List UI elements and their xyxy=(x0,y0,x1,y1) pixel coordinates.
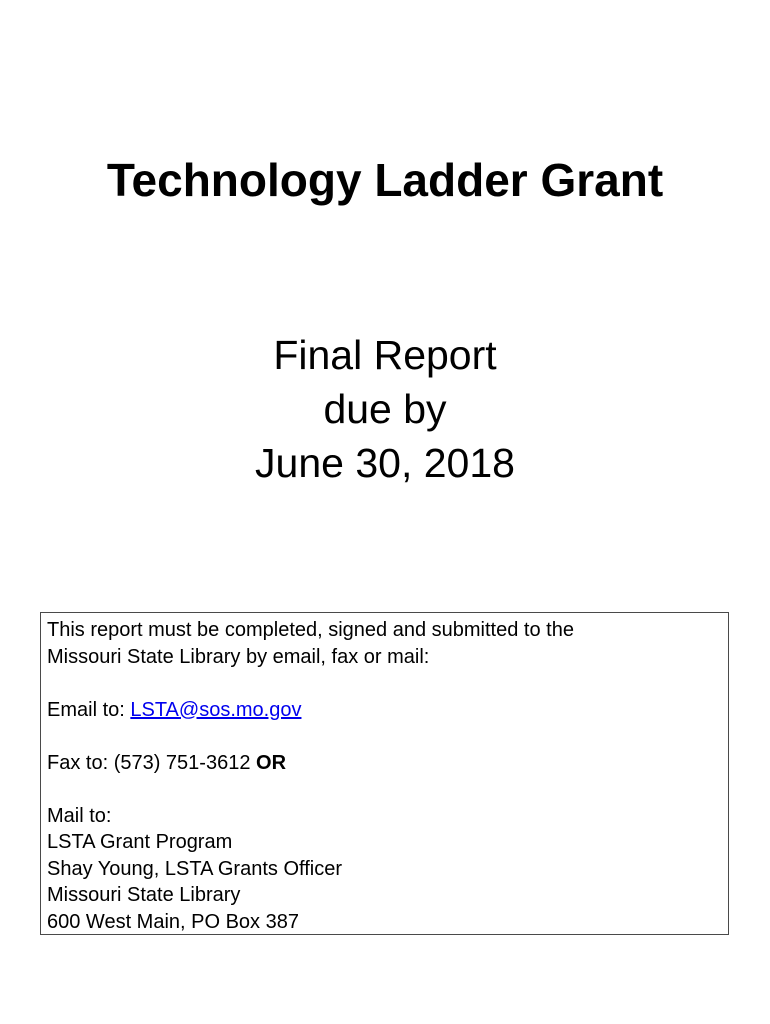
or-text: OR xyxy=(256,751,287,774)
due-by-text: due by xyxy=(323,386,447,432)
email-link[interactable]: LSTA@sos.mo.gov xyxy=(130,698,302,721)
mail-address-line: Missouri State Library xyxy=(47,884,241,906)
fax-line xyxy=(47,750,728,777)
due-date-block xyxy=(0,328,770,490)
intro-text-line-1: This report must be completed, signed and submitted to the xyxy=(47,619,574,641)
intro-text-line-2: Missouri State Library by email, fax or mail: xyxy=(47,645,430,668)
mail-address-line: 600 West Main, PO Box 387 xyxy=(47,910,299,933)
spacer xyxy=(47,723,728,750)
email-line xyxy=(47,697,728,724)
mail-address-line: LSTA Grant Program xyxy=(47,831,233,853)
page-title: Technology Ladder Grant xyxy=(106,154,664,206)
submission-instructions-box xyxy=(40,612,729,935)
due-date-text: June 30, 2018 xyxy=(255,440,515,486)
final-report-text: Final Report xyxy=(273,332,497,378)
spacer xyxy=(47,670,728,697)
spacer xyxy=(47,776,728,803)
mail-address-line: Shay Young, LSTA Grants Officer xyxy=(47,857,342,880)
fax-label: Fax to: (573) 751-3612 xyxy=(47,751,257,774)
mail-label: Mail to: xyxy=(47,804,112,827)
email-label: Email to: xyxy=(47,698,131,721)
